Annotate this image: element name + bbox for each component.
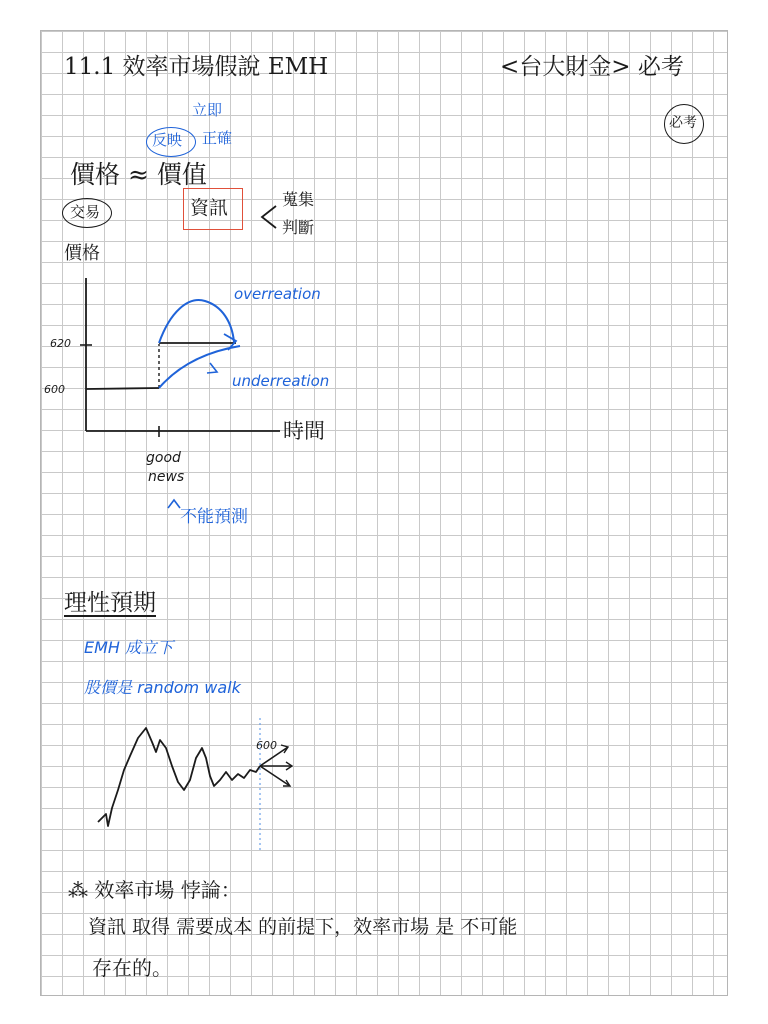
- paradox-line3: 存在的。: [92, 956, 172, 980]
- unpredictable-note: 不能預測: [180, 507, 248, 527]
- price-baseline: [86, 388, 159, 389]
- random-walk-line: [98, 728, 260, 826]
- chart1-xlabel: 時間: [283, 419, 325, 443]
- rational-line2: 股價是 random walk: [84, 678, 241, 697]
- price-approx-value: 價格 ≈ 價值: [70, 160, 207, 189]
- rational-line1: EMH 成立下: [84, 638, 174, 657]
- event-news: news: [148, 469, 185, 485]
- walk-600-label: 600: [256, 739, 277, 752]
- must-test-badge: 必考: [669, 115, 697, 131]
- note-zixun: 資訊: [190, 197, 229, 219]
- chart1-ylabel: 價格: [64, 243, 100, 264]
- page-title: 11.1 效率市場假說 EMH: [64, 54, 329, 80]
- underreaction-curve: [159, 346, 240, 388]
- tick-620: 620: [50, 337, 71, 350]
- overreaction-label: overreation: [234, 285, 321, 303]
- underreaction-label: underreation: [232, 372, 330, 390]
- note-zhengque: 正確: [202, 129, 233, 147]
- overreaction-curve: [159, 300, 234, 343]
- unpredictable-arrow: [168, 500, 180, 508]
- tick-600: 600: [44, 383, 65, 396]
- paradox-heading: ⁂ 效率市場 悖論：: [68, 878, 241, 902]
- note-jiaoyi: 交易: [70, 203, 101, 221]
- walk-branches: [260, 747, 292, 786]
- rational-heading: 理性預期: [64, 590, 156, 616]
- source-tag: <台大財金> 必考: [500, 54, 684, 80]
- note-fanying: 反映: [152, 131, 183, 149]
- bracket-mark: [262, 206, 276, 228]
- event-good: good: [146, 450, 181, 466]
- underreaction-arrow: [207, 363, 217, 373]
- paradox-line2: 資訊 取得 需要成本 的前提下，效率市場 是 不可能: [88, 916, 518, 938]
- note-liji: 立即: [192, 101, 223, 119]
- note-souji: 蒐集: [282, 190, 315, 209]
- note-panduan: 判斷: [282, 218, 315, 237]
